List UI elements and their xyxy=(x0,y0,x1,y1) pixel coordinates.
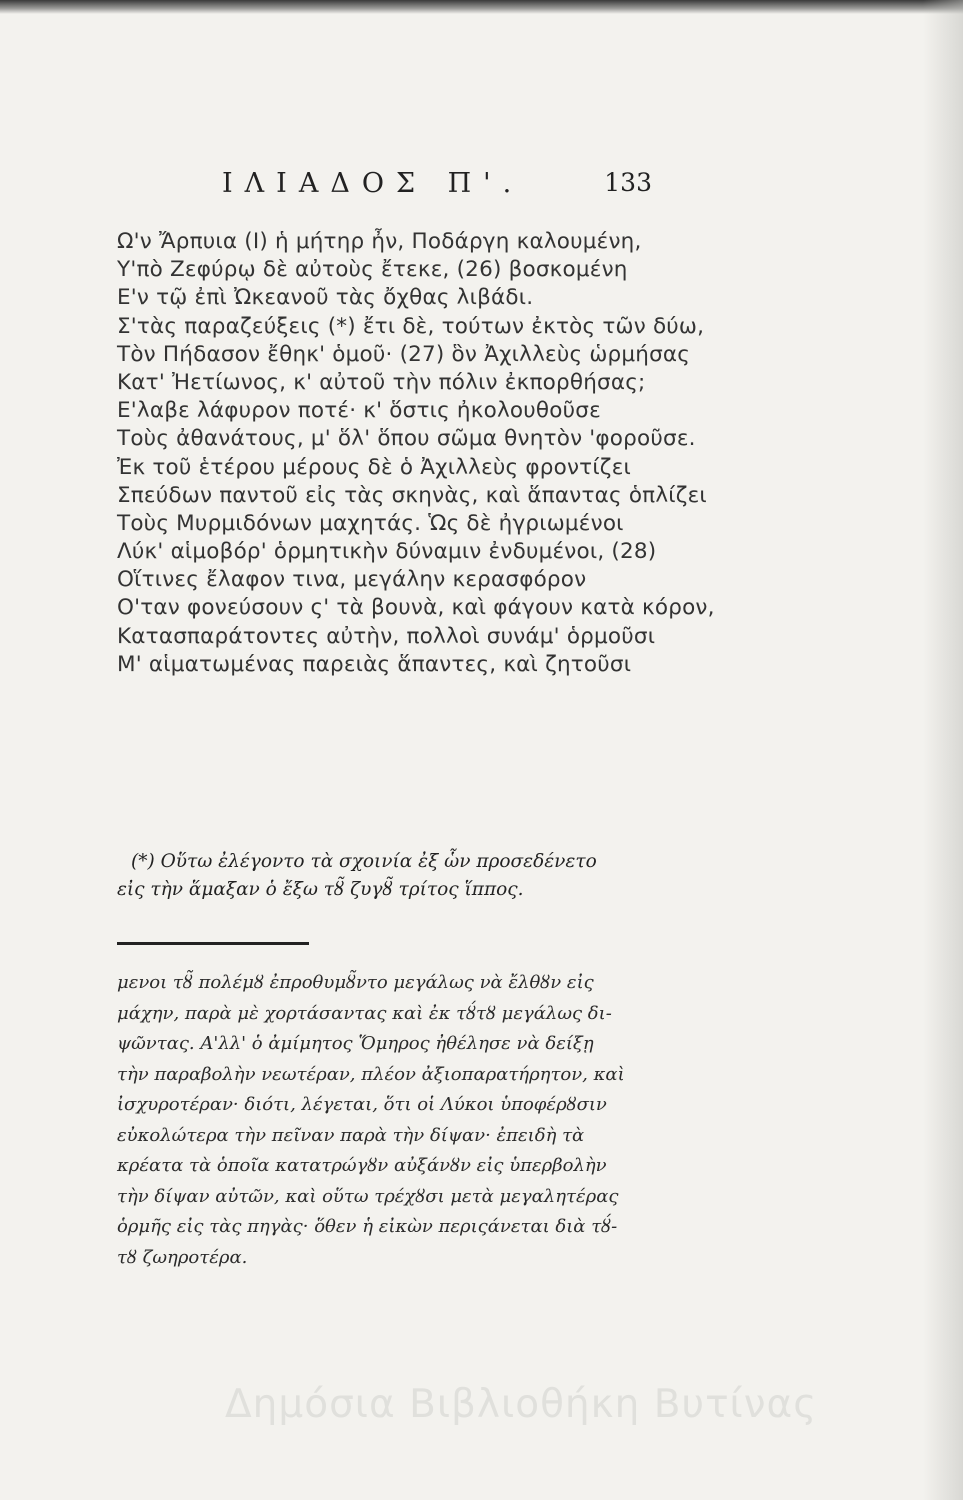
poem-line: Κατ' Ἠετίωνος, κ' αὐτοῦ τὴν πόλιν ἐκπορθήσας; xyxy=(117,369,646,395)
commentary-line: μενοι τȣ̃ πολέμȣ ἐπροθυμȣ̃ντο μεγάλως νὰ ἔλθȣν εἰς xyxy=(117,972,594,993)
commentary-line: κρέατα τὰ ὁποῖα κατατρώγȣν αὐξάνȣν εἰς ὑπερβολὴν xyxy=(117,1155,607,1176)
poem-line: Ε'λαβε λάφυρον ποτέ· κ' ὅστις ἠκολουθοῦσε xyxy=(117,398,601,424)
poem-line: Ω'ν Ἄρπυια (Ι) ἡ μήτηρ ἦν, Ποδάργη καλουμένη, xyxy=(117,229,642,254)
poem-line: Κατασπαράτοντες αὐτὴν, πολλοὶ συνάμ' ὁρμοῦσι xyxy=(117,623,656,649)
poem-line: Ἐκ τοῦ ἑτέρου μέρους δὲ ὁ Ἀχιλλεὺς φροντίζει xyxy=(117,454,631,480)
poem-line: Οἵτινες ἔλαφον τινα, μεγάλην κερασφόρον xyxy=(117,567,587,593)
separator-rule xyxy=(117,942,309,945)
footnote-line: εἰς τὴν ἅμαξαν ὁ ἔξω τȣ̃ ζυγȣ̃ τρίτος ἵππος. xyxy=(117,879,524,900)
commentary-line: ὁρμῆς εἰς τὰς πηγὰς· ὅθεν ἡ εἰκὼν περιςάνεται διὰ τȣ́- xyxy=(117,1216,618,1237)
page-number: 133 xyxy=(604,168,652,197)
footnote-line: (*) Οὕτω ἐλέγοντο τὰ σχοινία ἐξ ὧν προσεδένετο xyxy=(131,851,597,872)
footnote xyxy=(117,848,662,904)
commentary-line: τὴν δίψαν αὐτῶν, καὶ οὕτω τρέχȣσι μετὰ μεγαλητέρας xyxy=(117,1185,619,1207)
page-header xyxy=(222,168,652,208)
page-side-shadow xyxy=(923,0,963,1500)
commentary-line: εὐκολώτερα τὴν πεῖναν παρὰ τὴν δίψαν· ἐπειδὴ τὰ xyxy=(117,1124,585,1146)
commentary-line: τὴν παραβολὴν νεωτέραν, πλέον ἀξιοπαρατήρητον, καὶ xyxy=(117,1063,625,1085)
commentary-line: μάχην, παρὰ μὲ χορτάσαντας καὶ ἐκ τȣ́τȣ μεγάλως δι- xyxy=(117,1002,612,1024)
poem-line: Μ' αἱματωμένας παρειὰς ἅπαντες, καὶ ζητοῦσι xyxy=(117,651,632,677)
poem-line: Λύκ' αἱμοβόρ' ὁρμητικὴν δύναμιν ἐνδυμένοι, (28) xyxy=(117,539,657,565)
page-top-edge xyxy=(0,0,963,14)
poem-line: Σπεύδων παντοῦ εἰς τὰς σκηνὰς, καὶ ἅπαντας ὁπλίζει xyxy=(117,482,707,508)
poem-line: Σ'τὰς παραζεύξεις (*) ἔτι δὲ, τούτων ἐκτὸς τῶν δύω, xyxy=(117,313,705,339)
running-title: ΙΛΙΑΔΟΣ Π'. xyxy=(222,168,524,199)
poem-line: Τοὺς ἀθανάτους, μ' ὅλ' ὅπου σῶμα θνητὸν 'φοροῦσε. xyxy=(117,426,696,452)
commentary-text xyxy=(117,968,662,1273)
poem-line: Ο'ταν φονεύσουν ς' τὰ βουνὰ, καὶ φάγουν κατὰ κόρον, xyxy=(117,595,715,621)
poem-line: Υ'πὸ Ζεφύρῳ δὲ αὐτοὺς ἔτεκε, (26) βοσκομένη xyxy=(117,257,628,283)
poem-line: Τὸν Πήδασον ἔθηκ' ὁμοῦ· (27) ὃν Ἀχιλλεὺς ὡρμήσας xyxy=(117,341,691,367)
poem-line: Τοὺς Μυρμιδόνων μαχητάς. Ὡς δὲ ἠγριωμένοι xyxy=(117,510,624,536)
library-watermark: Δημόσια Βιβλιοθήκη Βυτίνας xyxy=(225,1382,818,1427)
poem-line: Ε'ν τῷ ἐπὶ Ὠκεανοῦ τὰς ὄχθας λιβάδι. xyxy=(117,285,534,311)
commentary-line: ἰσχυροτέραν· διότι, λέγεται, ὅτι οἱ Λύκοι ὑποφέρȣσιν xyxy=(117,1094,607,1115)
commentary-line: τȣ ζωηροτέρα. xyxy=(117,1246,248,1268)
commentary-line: ψῶντας. Α'λλ' ὁ ἀμίμητος Ὅμηρος ἠθέλησε νὰ δείξῃ xyxy=(117,1033,594,1054)
poem-text xyxy=(117,228,715,679)
